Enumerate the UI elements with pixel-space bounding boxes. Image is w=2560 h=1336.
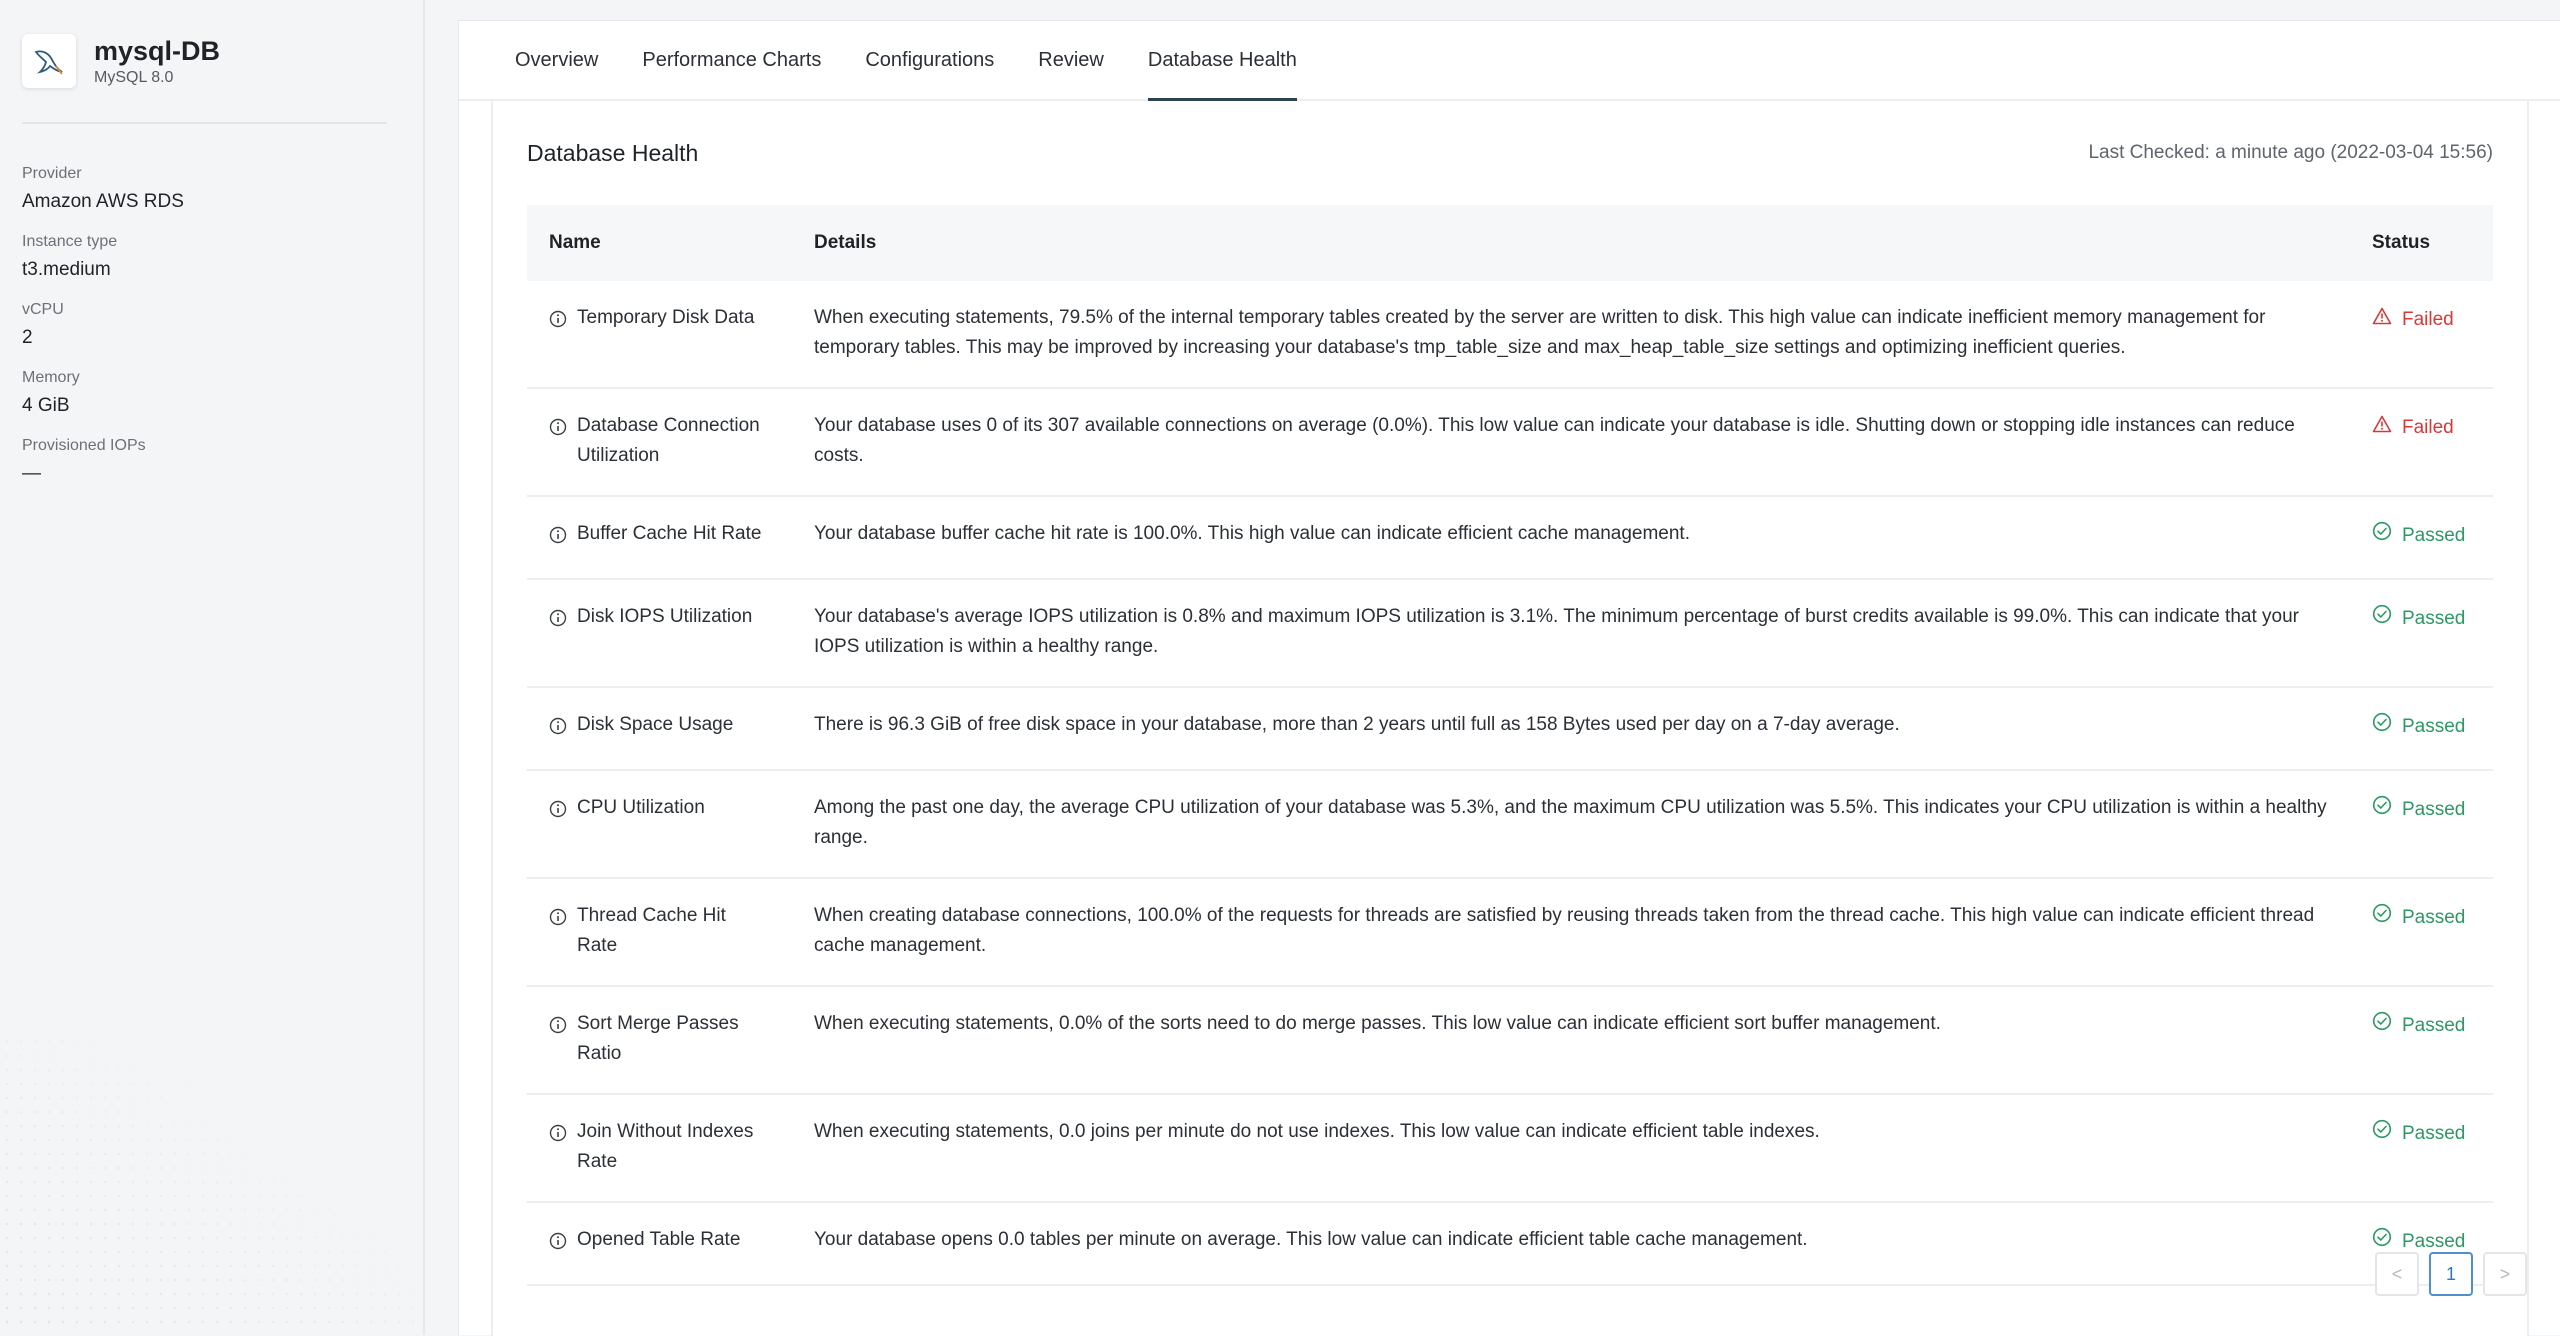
- check-circle-icon: [2372, 903, 2392, 933]
- info-icon[interactable]: [549, 906, 567, 961]
- table-row: [527, 579, 2493, 687]
- check-circle-icon: [2372, 795, 2392, 825]
- main-content: [458, 20, 2560, 1335]
- column-header-name[interactable]: Name: [549, 232, 601, 253]
- check-circle-icon: [2372, 604, 2392, 634]
- table-row: [527, 878, 2493, 986]
- column-header-details[interactable]: Details: [814, 232, 877, 253]
- database-health-panel: [491, 101, 2529, 1336]
- pagination: [2375, 1252, 2527, 1296]
- decorative-dot-pattern: [0, 1035, 425, 1335]
- check-name: Database Connection Utilization: [577, 415, 760, 466]
- status-badge: [2372, 413, 2471, 443]
- page-1-button[interactable]: 1: [2429, 1252, 2473, 1296]
- table-row: [527, 986, 2493, 1094]
- tab-overview[interactable]: Overview: [515, 48, 599, 71]
- check-details: Your database uses 0 of its 307 available connections on average (0.0%). This low value can indicate your database is idle. Shutting down or stopping idle instances can reduce costs.: [814, 415, 2295, 466]
- status-badge: [2372, 795, 2471, 825]
- check-details: When executing statements, 0.0 joins per minute do not use indexes. This low value can indicate efficient table indexes.: [814, 1121, 1820, 1142]
- tab-performance-charts[interactable]: Performance Charts: [642, 48, 822, 71]
- memory-label: Memory: [22, 369, 80, 386]
- check-circle-icon: [2372, 1119, 2392, 1149]
- check-details: Your database opens 0.0 tables per minute on average. This low value can indicate efficient table cache management.: [814, 1229, 1808, 1250]
- status-text: Passed: [2402, 907, 2466, 928]
- check-details: When executing statements, 0.0% of the sorts need to do merge passes. This low value can indicate efficient sort buffer management.: [814, 1013, 1941, 1034]
- next-page-button[interactable]: >: [2483, 1252, 2527, 1296]
- status-text: Passed: [2402, 799, 2466, 820]
- provisioned-iops-label: Provisioned IOPs: [22, 437, 146, 454]
- db-brand: [22, 34, 387, 124]
- status-badge: [2372, 1119, 2471, 1149]
- table-row: [527, 770, 2493, 878]
- table-row: [527, 687, 2493, 770]
- check-name: Thread Cache Hit Rate: [577, 905, 726, 956]
- panel-header: [527, 101, 2493, 205]
- warning-triangle-icon: [2372, 413, 2392, 443]
- status-text: Passed: [2402, 608, 2466, 629]
- check-name: Opened Table Rate: [577, 1229, 741, 1250]
- vcpu-label: vCPU: [22, 301, 64, 318]
- status-badge: [2372, 712, 2471, 742]
- info-icon[interactable]: [549, 524, 567, 554]
- provisioned-iops-value: —: [22, 463, 41, 484]
- check-name: Temporary Disk Data: [577, 307, 755, 328]
- check-circle-icon: [2372, 521, 2392, 551]
- check-circle-icon: [2372, 1011, 2392, 1041]
- check-details: When executing statements, 79.5% of the internal temporary tables created by the server are written to disk. This high value can indicate inefficient memory management for temporary tables. This may be improved by increasing your database's tmp_table_size and max_heap_table_size settings and optimizing inefficient queries.: [814, 307, 2266, 358]
- db-version: MySQL 8.0: [94, 69, 174, 86]
- instance-type-label: Instance type: [22, 233, 118, 250]
- provider-value: Amazon AWS RDS: [22, 191, 184, 212]
- info-icon[interactable]: [549, 308, 567, 338]
- info-icon[interactable]: [549, 715, 567, 745]
- info-icon[interactable]: [549, 1122, 567, 1177]
- info-icon[interactable]: [549, 1230, 567, 1260]
- table-row: [527, 1202, 2493, 1285]
- instance-specs: [22, 124, 401, 486]
- status-badge: [2372, 903, 2471, 933]
- check-circle-icon: [2372, 712, 2392, 742]
- check-name: Sort Merge Passes Ratio: [577, 1013, 739, 1064]
- check-details: When creating database connections, 100.0% of the requests for threads are satisfied by reusing threads taken from the thread cache. This high value can indicate efficient thread cache management.: [814, 905, 2315, 956]
- tab-database-health[interactable]: Database Health: [1126, 21, 1319, 99]
- warning-triangle-icon: [2372, 305, 2392, 335]
- info-icon[interactable]: [549, 798, 567, 828]
- status-text: Passed: [2402, 716, 2466, 737]
- table-header-row: [527, 205, 2493, 281]
- mysql-logo-icon: [22, 34, 76, 88]
- sidebar: [0, 0, 425, 1335]
- table-row: [527, 388, 2493, 496]
- prev-page-button[interactable]: <: [2375, 1252, 2419, 1296]
- status-badge: [2372, 521, 2471, 551]
- health-checks-table: [527, 205, 2493, 1286]
- status-text: Failed: [2402, 417, 2454, 438]
- instance-type-value: t3.medium: [22, 259, 111, 280]
- status-text: Passed: [2402, 1123, 2466, 1144]
- vcpu-value: 2: [22, 327, 33, 348]
- info-icon[interactable]: [549, 607, 567, 637]
- check-details: There is 96.3 GiB of free disk space in your database, more than 2 years until full as 158 Bytes used per day on a 7-day average.: [814, 714, 1900, 735]
- tab-bar: [459, 21, 2560, 101]
- status-text: Passed: [2402, 1231, 2466, 1252]
- status-badge: [2372, 305, 2471, 335]
- status-text: Failed: [2402, 309, 2454, 330]
- tab-configurations[interactable]: Configurations: [865, 48, 995, 71]
- check-name: Disk Space Usage: [577, 714, 734, 735]
- check-name: Disk IOPS Utilization: [577, 606, 753, 627]
- status-text: Passed: [2402, 1015, 2466, 1036]
- check-name: CPU Utilization: [577, 797, 705, 818]
- check-details: Your database buffer cache hit rate is 100.0%. This high value can indicate efficient cache management.: [814, 523, 1690, 544]
- status-text: Passed: [2402, 525, 2466, 546]
- tab-review[interactable]: Review: [1038, 48, 1104, 71]
- provider-label: Provider: [22, 165, 82, 182]
- table-row: [527, 281, 2493, 388]
- check-details: Among the past one day, the average CPU utilization of your database was 5.3%, and the maximum CPU utilization was 5.5%. This indicates your CPU utilization is within a healthy range.: [814, 797, 2327, 848]
- info-icon[interactable]: [549, 416, 567, 471]
- panel-title: Database Health: [527, 139, 699, 166]
- check-name: Buffer Cache Hit Rate: [577, 523, 762, 544]
- check-details: Your database's average IOPS utilization is 0.8% and maximum IOPS utilization is 3.1%. The minimum percentage of burst credits available is 99.0%. This can indicate that your IOPS utilization is within a healthy range.: [814, 606, 2299, 657]
- table-row: [527, 1094, 2493, 1202]
- info-icon[interactable]: [549, 1014, 567, 1069]
- status-badge: [2372, 1011, 2471, 1041]
- status-badge: [2372, 604, 2471, 634]
- memory-value: 4 GiB: [22, 395, 70, 416]
- db-name: mysql-DB: [94, 36, 221, 66]
- table-row: [527, 496, 2493, 579]
- last-checked-timestamp: Last Checked: a minute ago (2022-03-04 15:56): [2088, 142, 2493, 163]
- column-header-status[interactable]: Status: [2372, 232, 2431, 253]
- check-name: Join Without Indexes Rate: [577, 1121, 754, 1172]
